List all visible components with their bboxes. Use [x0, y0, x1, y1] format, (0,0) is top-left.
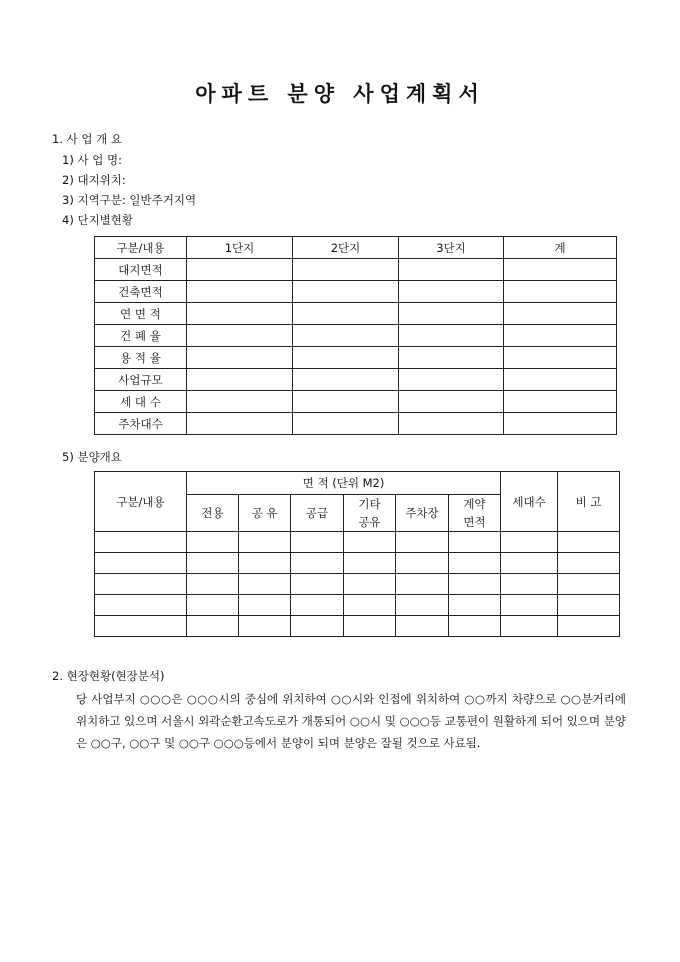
table-cell: [558, 616, 620, 637]
table-cell: [504, 347, 617, 369]
table-cell: [187, 303, 293, 325]
table-cell: [449, 595, 501, 616]
subheader-cell: 공 유: [239, 495, 291, 532]
table-cell: [187, 532, 239, 553]
table-cell: [558, 532, 620, 553]
table-header-cell: 3단지: [399, 237, 504, 259]
column-label-cell: 구분/내용: [95, 472, 187, 532]
section1-heading: 1. 사 업 개 요: [52, 132, 123, 146]
table-row: [95, 553, 620, 574]
table-cell: [344, 532, 396, 553]
table-cell: [187, 259, 293, 281]
table-cell: [239, 595, 291, 616]
table-cell: [399, 303, 504, 325]
row-label: 용 적 율: [95, 347, 187, 369]
row-label: 건 폐 율: [95, 325, 187, 347]
table-cell: [504, 281, 617, 303]
table-row: [95, 259, 617, 281]
table-cell: [187, 369, 293, 391]
table-cell: [504, 325, 617, 347]
table-row: [95, 369, 617, 391]
table-cell: [291, 574, 344, 595]
table-cell: [95, 574, 187, 595]
table-row: [95, 616, 620, 637]
subheader-cell: 계약 면적: [449, 495, 501, 532]
row-label: 대지면적: [95, 259, 187, 281]
table-cell: [399, 369, 504, 391]
table-cell: [239, 574, 291, 595]
area-header-cell: 면 적 (단위 M2): [187, 472, 501, 495]
households-header-cell: 세대수: [501, 472, 558, 532]
table-cell: [399, 391, 504, 413]
document-title: 아파트 분양 사업계획서: [195, 81, 485, 106]
table-cell: [449, 616, 501, 637]
table-cell: [293, 281, 399, 303]
site-analysis-paragraph: 당 사업부지 ○○○은 ○○○시의 중심에 위치하여 ○○시와 인접에 위치하여 ○○까지 차량으로 ○○분거리에 위치하고 있으며 서울시 외곽순환고속도로가 개통되어 ○○시 및 ○○○등 교통편이 원활하게 되어 있으며 분양은 ○○구, ○○구 및 ○○구 ○○○등에서 분양이 되며 분양은 잘될 것으로 사료됨.: [76, 692, 626, 750]
table-cell: [558, 574, 620, 595]
table-cell: [399, 281, 504, 303]
table-cell: [399, 347, 504, 369]
table-cell: [187, 574, 239, 595]
sales-overview-line: 5) 분양개요: [62, 450, 122, 464]
table-row: [95, 281, 617, 303]
table-cell: [239, 532, 291, 553]
table-row: [95, 391, 617, 413]
table-cell: [187, 616, 239, 637]
table-cell: [344, 616, 396, 637]
table-cell: [291, 553, 344, 574]
table-cell: [239, 616, 291, 637]
table-cell: [501, 616, 558, 637]
table-header-row: [95, 237, 617, 259]
table-cell: [449, 553, 501, 574]
table-cell: [558, 595, 620, 616]
row-label: 사업규모: [95, 369, 187, 391]
table-cell: [344, 595, 396, 616]
table-cell: [293, 413, 399, 435]
row-label: 세 대 수: [95, 391, 187, 413]
table-cell: [95, 616, 187, 637]
table-cell: [293, 391, 399, 413]
table-cell: [399, 413, 504, 435]
table-row: [95, 347, 617, 369]
table-cell: [396, 616, 449, 637]
table-cell: [396, 532, 449, 553]
table-cell: [293, 259, 399, 281]
table-row: [95, 413, 617, 435]
table-cell: [187, 347, 293, 369]
table-cell: [504, 391, 617, 413]
zoning-line: 3) 지역구분: 일반주거지역: [62, 193, 197, 207]
row-label: 건축면적: [95, 281, 187, 303]
table-cell: [239, 553, 291, 574]
table-cell: [293, 347, 399, 369]
table-cell: [293, 369, 399, 391]
table-cell: [291, 595, 344, 616]
table-cell: [504, 369, 617, 391]
table-cell: [187, 553, 239, 574]
table-cell: [95, 553, 187, 574]
table-row: [95, 532, 620, 553]
table-cell: [501, 553, 558, 574]
table-cell: [501, 532, 558, 553]
table-cell: [501, 574, 558, 595]
table-cell: [95, 595, 187, 616]
complex-status-line: 4) 단지별현황: [62, 213, 134, 227]
table-cell: [187, 595, 239, 616]
subheader-cell: 주차장: [396, 495, 449, 532]
table-cell: [344, 574, 396, 595]
table-cell: [291, 616, 344, 637]
project-name-line: 1) 사 업 명:: [62, 153, 122, 167]
subheader-cell: 공급: [291, 495, 344, 532]
subheader-cell: 전용: [187, 495, 239, 532]
section2-heading: 2. 현장현황(현장분석): [52, 669, 165, 683]
subheader-cell: 기타 공유: [344, 495, 396, 532]
table-cell: [291, 532, 344, 553]
table-cell: [396, 553, 449, 574]
table-cell: [396, 574, 449, 595]
table-row: [95, 595, 620, 616]
table-cell: [504, 413, 617, 435]
table-row: [95, 574, 620, 595]
sales-overview-table: [94, 471, 620, 637]
table-cell: [399, 259, 504, 281]
complex-status-table: [94, 236, 617, 435]
table-row: [95, 325, 617, 347]
table-cell: [449, 532, 501, 553]
table-cell: [187, 325, 293, 347]
table-header-cell: 계: [504, 237, 617, 259]
row-label: 연 면 적: [95, 303, 187, 325]
site-location-line: 2) 대지위치:: [62, 173, 126, 187]
table-cell: [396, 595, 449, 616]
table-cell: [501, 595, 558, 616]
table-cell: [293, 303, 399, 325]
table-cell: [95, 532, 187, 553]
table-cell: [504, 259, 617, 281]
table-cell: [504, 303, 617, 325]
table-header-cell: 1단지: [187, 237, 293, 259]
table-header-cell: 2단지: [293, 237, 399, 259]
table-cell: [187, 391, 293, 413]
remarks-header-cell: 비 고: [558, 472, 620, 532]
table-cell: [187, 413, 293, 435]
table-cell: [399, 325, 504, 347]
table-cell: [293, 325, 399, 347]
row-label: 주차대수: [95, 413, 187, 435]
table-cell: [344, 553, 396, 574]
table-header-row: [95, 472, 620, 495]
table-cell: [449, 574, 501, 595]
table-cell: [558, 553, 620, 574]
table-header-cell: 구분/내용: [95, 237, 187, 259]
table-cell: [187, 281, 293, 303]
table-row: [95, 303, 617, 325]
